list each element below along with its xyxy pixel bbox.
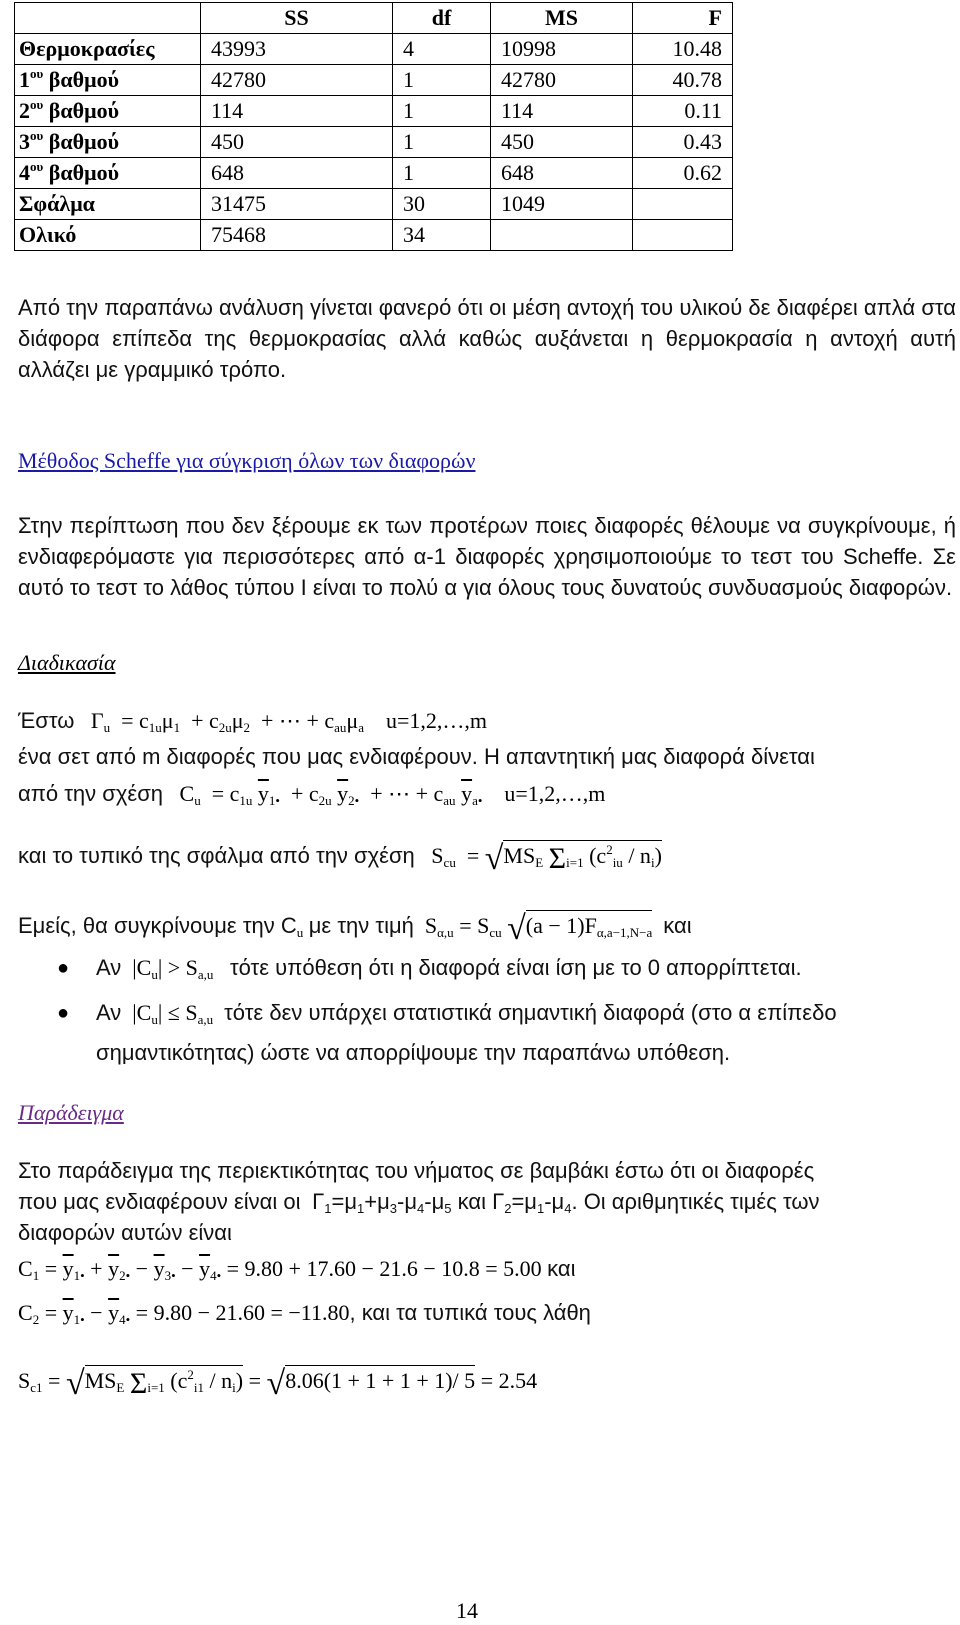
f-cell: 10.48: [633, 34, 733, 65]
row-label-sup: ου: [30, 159, 44, 174]
table-header-cell: F: [633, 3, 733, 34]
c1-lhs: $C_1 = \overline{y}_{1•} + \overline{y}_{2•} - \overline{y}_{3•} - \overline{y}_{4•}$: [18, 1256, 222, 1283]
ss-cell: 31475: [201, 189, 393, 220]
row-label: Σφάλμα: [15, 189, 201, 220]
bullet1-line: [96, 955, 802, 981]
example-intro-line3: διαφορών αυτών είναι: [18, 1220, 232, 1245]
example-intro-line2: [18, 1189, 820, 1215]
ss-cell: 114: [201, 96, 393, 127]
let-word: Έστω: [18, 708, 75, 733]
std-error-line: [18, 840, 662, 878]
f-cell: 0.62: [633, 158, 733, 189]
std-error-formula: $S_{cu} = √MS_E$ $\Sigma_{i=1}$ $(c^2_{iu} / n_i)$: [420, 840, 662, 877]
bullet1-if: Αν: [96, 955, 122, 980]
gamma-range: u=1,2,…,m: [386, 708, 488, 733]
c2-lhs: $C_2 = \overline{y}_{1•} - \overline{y}_{4•}$: [18, 1300, 131, 1327]
ms-cell: 10998: [491, 34, 633, 65]
ms-cell: 42780: [491, 65, 633, 96]
bullet2-continuation: σημαντικότητας) ώστε να απορρίψουμε την παραπάνω υπόθεση.: [96, 1040, 731, 1065]
df-cell: 1: [393, 158, 491, 189]
df-cell: 1: [393, 96, 491, 127]
scheffe-critical-formula: $S_{\alpha,u} = S_{cu}$ $√(a - 1)F_{\alpha,a-1,N-a}$: [419, 910, 653, 947]
example-intro-start: που μας ενδιαφέρουν είναι οι: [18, 1189, 301, 1214]
row-label-sup: ου: [30, 97, 44, 112]
row-label-sup: ου: [30, 128, 44, 143]
table-row: [15, 96, 733, 127]
row-label-num: 1: [19, 67, 30, 92]
f-cell: 40.78: [633, 65, 733, 96]
c-definition-line: [18, 781, 605, 807]
bullet1-condition: $|C_u| > S_{a,u}$: [126, 955, 214, 982]
row-label-word: βαθμού: [48, 67, 119, 92]
c2-tail: , και τα τυπικά τους λάθη: [349, 1300, 591, 1325]
c1-and: και: [547, 1256, 576, 1281]
table-row: [15, 158, 733, 189]
ss-cell: 450: [201, 127, 393, 158]
sc1-result: = 2.54: [480, 1368, 538, 1393]
row-label: Θερμοκρασίες: [15, 34, 201, 65]
anova-table: [14, 2, 733, 251]
scheffe-paragraph: Στην περίπτωση που δεν ξέρουμε εκ των προτέρων ποιες διαφορές θέλουμε να συγκρίνουμε, ή ενδιαφερόμαστε για περισσότερες από α-1 διαφορές χρησιμοποιούμε το τεστ του Scheffe. Σε αυτό το τεστ το λάθος τύπου Ι είναι το πολύ α για όλους τους δυνατούς συνδυασμούς διαφορών.: [18, 513, 956, 600]
table-row: [15, 189, 733, 220]
df-cell: 30: [393, 189, 491, 220]
c2-value: = 9.80 − 21.60 = −11.80: [135, 1300, 350, 1325]
example-heading[interactable]: Παράδειγμα: [18, 1100, 124, 1125]
c-formula: $C_u = c_{1u}$ $\overline{y}_{1•} + c_{2u}$ $\overline{y}_{2•}$ + ⋯ + $c_{au}$ $\overline{y}_{a•}$: [168, 781, 483, 808]
set-sentence: ένα σετ από m διαφορές που μας ενδιαφέρουν. Η απαντητική μας διαφορά δίνεται: [18, 744, 815, 769]
ms-cell: 1049: [491, 189, 633, 220]
ss-cell: 42780: [201, 65, 393, 96]
gamma-formula: $\Gamma_u = c_{1u}\mu_1 + c_{2u}\mu_2$ + ⋯ + $c_{au}\mu_a$: [79, 708, 364, 735]
row-label-word: βαθμού: [48, 98, 119, 123]
row-label-word: βαθμού: [48, 160, 119, 185]
df-cell: 4: [393, 34, 491, 65]
table-row: [15, 34, 733, 65]
f-cell: 0.11: [633, 96, 733, 127]
c1-line: [18, 1256, 576, 1282]
compare-text-mid: με την τιμή: [308, 913, 414, 938]
bullet-icon: ●: [57, 957, 70, 979]
sc1-line: [18, 1365, 537, 1403]
row-label-num: 3: [19, 129, 30, 154]
c2-line: [18, 1300, 591, 1326]
ss-cell: 648: [201, 158, 393, 189]
c-range: u=1,2,…,m: [504, 781, 606, 806]
row-label: [15, 127, 201, 158]
df-cell: 1: [393, 65, 491, 96]
c1-value: = 9.80 + 17.60 − 21.6 − 10.8 = 5.00: [226, 1256, 542, 1281]
row-label: [15, 96, 201, 127]
ms-cell: 114: [491, 96, 633, 127]
bullet1-then: τότε υπόθεση ότι η διαφορά είναι ίση με το 0 απορρίπτεται.: [229, 955, 802, 980]
table-header-cell: [15, 3, 201, 34]
from-relation-text: από την σχέση: [18, 781, 164, 806]
table-header-cell: SS: [201, 3, 393, 34]
procedure-heading: Διαδικασία: [18, 650, 116, 675]
df-cell: 1: [393, 127, 491, 158]
df-cell: 34: [393, 220, 491, 251]
bullet2-line: [96, 1000, 837, 1026]
row-label: [15, 158, 201, 189]
bullet2-if: Αν: [96, 1000, 122, 1025]
ms-cell: [491, 220, 633, 251]
page-number: 14: [456, 1598, 478, 1623]
f-cell: [633, 220, 733, 251]
row-label-word: βαθμού: [48, 129, 119, 154]
compare-line: Εμείς, θα συγκρίνουμε την $C_u$ με την τιμή $S_{\alpha,u} = S_{cu}$ $√(a - 1)F_{\alpha,a-1,N-a}$ και: [18, 910, 692, 947]
ss-cell: 43993: [201, 34, 393, 65]
gamma-examples: $\Gamma_1=\mu_1+\mu_3-\mu_4-\mu_5$ και $\Gamma_2=\mu_1-\mu_4$: [306, 1189, 572, 1216]
table-row: [15, 65, 733, 96]
std-error-text: και το τυπικό της σφάλμα από την σχέση: [18, 843, 415, 868]
bullet2-condition: $|C_u| \le S_{a,u}$: [126, 1000, 214, 1027]
table-header-cell: df: [393, 3, 491, 34]
sc1-value: 8.06(1 + 1 + 1 + 1)/ 5: [285, 1365, 475, 1393]
gamma-definition-line: [18, 708, 487, 734]
conclusion-paragraph: Από την παραπάνω ανάλυση γίνεται φανερό ότι οι μέση αντοχή του υλικού δε διαφέρει απλά στα διάφορα επίπεδα της θερμοκρασίας αλλά καθώς αυξάνεται η θερμοκρασία η αντοχή αυτή αλλάζει με γραμμικό τρόπο.: [18, 295, 956, 382]
table-header-cell: MS: [491, 3, 633, 34]
ms-cell: 450: [491, 127, 633, 158]
compare-text-end: και: [663, 913, 692, 938]
bullet-icon: ●: [57, 1002, 70, 1024]
row-label-num: 2: [19, 98, 30, 123]
sc1-formula: $S_{c1} = √MS_E$ $\Sigma_{i=1}$ $(c^2_{i1} / n_i) = √8.06(1 + 1 + 1 + 1)/$ 5: [18, 1365, 476, 1402]
f-cell: 0.43: [633, 127, 733, 158]
bullet2-then: τότε δεν υπάρχει στατιστικά σημαντική διαφορά (στο α επίπεδο: [224, 1000, 837, 1025]
table-row: [15, 220, 733, 251]
ms-cell: 648: [491, 158, 633, 189]
ss-cell: 75468: [201, 220, 393, 251]
row-label-sup: ου: [30, 66, 44, 81]
example-intro-line1: Στο παράδειγμα της περιεκτικότητας του νήματος σε βαμβάκι έστω ότι οι διαφορές: [18, 1158, 815, 1183]
row-label: Ολικό: [15, 220, 201, 251]
table-row: [15, 127, 733, 158]
compare-text-start: Εμείς, θα συγκρίνουμε την C: [18, 913, 297, 938]
row-label: [15, 65, 201, 96]
table-header-row: [15, 3, 733, 34]
f-cell: [633, 189, 733, 220]
example-intro-end: . Οι αριθμητικές τιμές των: [571, 1189, 820, 1214]
row-label-num: 4: [19, 160, 30, 185]
scheffe-heading[interactable]: Μέθοδος Scheffe για σύγκριση όλων των διαφορών: [18, 448, 476, 473]
